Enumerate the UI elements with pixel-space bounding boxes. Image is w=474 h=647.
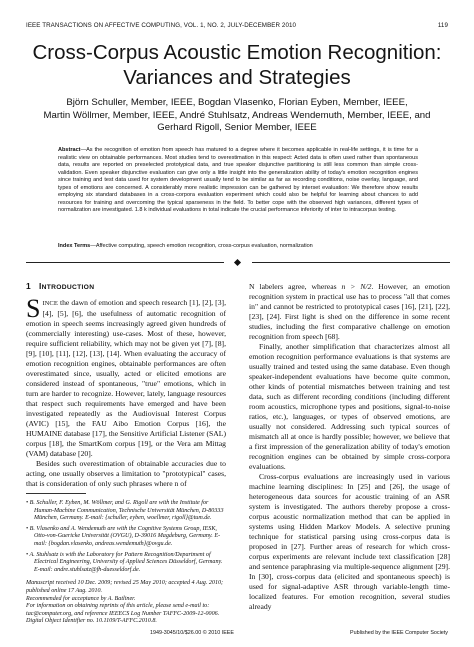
authors-line-1: Björn Schuller, Member, IEEE, Bogdan Vlasenko, Florian Eyben, Member, IEEE,	[66, 97, 408, 108]
right-paragraph-1-a: N labelers agree, whereas	[249, 282, 342, 291]
intro-paragraph-2: Besides such overestimation of obtainable accuracies due to acting, one usually observes a limitation to "prototypical" cases, that is consideration of only such phrases where n of	[26, 459, 226, 488]
abstract-label: Abstract	[58, 147, 81, 153]
manuscript-received: Manuscript received 10 Dec. 2009; revised 25 May 2010; accepted 4 Aug. 2010; published online 17 Aug. 2010.	[26, 580, 224, 594]
issn-line: 1949-3045/10/$26.00 © 2010 IEEE	[150, 630, 234, 636]
authors-line-2: Martin Wöllmer, Member, IEEE, André Stuhlsatz, Andreas Wendemuth, Member, IEEE, and	[43, 109, 431, 121]
index-terms-text: —Affective computing, speech emotion recognition, cross-corpus evaluation, normalization	[90, 243, 313, 249]
section-title-cap: I	[38, 281, 42, 291]
authors-line-3: Gerhard Rigoll, Senior Member, IEEE	[157, 122, 317, 134]
title-line-1: Cross-Corpus Acoustic Emotion Recognition:	[32, 41, 442, 64]
index-terms-label: Index Terms	[58, 243, 91, 249]
index-terms	[58, 243, 418, 251]
math-inline: n > N/2	[341, 282, 372, 291]
footnote-affiliation-1: • B. Schuller, F. Eyben, M. Wöllmer, and G. Rigoll are with the Institute for Human-Machine Communication, Technische Universität München, D-80333 München, Germany. E-mail: {schuller, eyben, woellmer, rigoll}@tum.de.	[26, 500, 224, 522]
intro-paragraph-1-text: the dawn of emotion and speech research [1], [2], [3], [4], [5], [6], the usefulness of automatic recognition of emotion in speech seems increasingly agreed given hundreds of (commercially interesting) use-cases. Most of these, however, require sufficient reliability, which may not be given yet [7], [8], [9], [10], [11], [12], [13], [14]. When evaluating the accuracy of emotion recognition engines, obtainable performances are often overestimated since, usually, acted or elicited emotions are considered instead of spontaneous, "true" emotions, which in turn are harder to recognize. However, lately, language resources that respect such requirements have emerged and have been investigated repeatedly as the Audiovisual Interest Corpus (AVIC) [15], the FAU Aibo Emotion Corpus [16], the HUMAINE database [17], the Sensitive Artificial Listener (SAL) corpus [18], the SmartKom corpus [19], or the Vera am Mittag (VAM) database [20].	[26, 298, 226, 458]
right-paragraph-1	[249, 282, 450, 342]
divider-line-left	[26, 262, 224, 263]
footnote-rule	[26, 493, 86, 494]
reprints-info: For information on obtaining reprints of this article, please send e-mail to: tac@computer.org, and reference IEEECS Log Number TAFFC-2009-12-0006. Digital Object Identifier no. 10.1109/T-AFFC.2010.8.	[26, 603, 220, 625]
footnotes	[26, 493, 226, 626]
section-title-rest: NTRODUCTION	[41, 284, 95, 291]
drop-cap: S	[26, 294, 41, 323]
abstract-text: —As the recognition of emotion from speech has matured to a degree where it becomes applicable in real-life settings, it is time for a realistic view on obtainable performances. Most studies tend to overestimation in this respect: Acted data is often used rather than spontaneous data, results are reported on preselected prototypical data, and true speaker disjunctive partitioning is still less common than simple cross-validation. Even speaker disjunctive evaluation can give only a little insight into the generalization ability of today's emotion recognition engines since training and test data used for system development usually tend to be similar as far as recording conditions, noise overlay, language, and types of emotions are concerned. A considerably more realistic impression can be gathered by interset evaluation: We therefore show results employing six standard databases in a cross-corpora evaluation experiment which could also be helpful for learning about chances to add resources for training and overcoming the typical sparseness in the field. To better cope with the observed high variances, different types of normalization are investigated. 1.8 k individual evaluations in total indicate the crucial performance inferiority of inter to intracorpus testing.	[58, 147, 418, 214]
section-divider	[26, 260, 450, 266]
intro-paragraph-1	[26, 294, 226, 459]
right-paragraph-2: Finally, another simplification that characterizes almost all emotion recognition performance evaluations is that systems are usually trained and tested using the same database. Even though speaker-independent evaluations have become quite common, other kinds of potential mismatches between training and test data, such as different recording conditions (including different room acoustics, microphone types and positions, signal-to-noise ratios, etc.), languages, or types of observed emotions, are usually not considered. Addressing such typical sources of mismatch all at once is hardly possible; however, we believe that a first impression of the generalization ability of today's emotion recognition engines can be obtained by simple cross-corpora evaluations.	[249, 342, 450, 471]
publisher-line: Published by the IEEE Computer Society	[350, 630, 448, 636]
right-paragraph-1-b: . However, an emotion recognition system in practical use has to process "all that comes in" and cannot be restricted to prototypical cases [16], [21], [22], [23], [24]. First light is shed on the difference in some recent studies, including the first comparative challenge on emotion recognition from speech [68].	[249, 282, 450, 341]
page-number: 119	[437, 22, 448, 29]
paper-title	[20, 40, 454, 90]
right-column	[249, 282, 450, 612]
abstract	[58, 147, 418, 215]
right-paragraph-3: Cross-corpus evaluations are increasingly used in various machine learning disciplines: In [25] and [26], the usage of heterogeneous data sources for acoustic training of an ASR system is investigated. The authors thereby propose a cross-corpus acoustic normalization method that can be applied in systems using Hidden Markov Models. A selective pruning technique for statistical parsing using cross-corpus data is proposed in [27]. Further areas of research for which cross-corpus experiments are relevant include text classification [28] and sentence paraphrasing via multiple-sequence alignment [29]. In [30], cross-corpus data (elicited and spontaneous speech) is used for signal-adaptive ASR through variable-length time-localized features. For emotion recognition, several studies already	[249, 472, 450, 611]
author-list	[30, 97, 444, 135]
footnote-affiliation-2: • B. Vlasenko and A. Wendemuth are with the Cognitive Systems Group, IESK, Otto-von-Guericke Universität (OVGU), D-39016 Magdeburg, Germany. E-mail: {bogdan.vlasenko, andreas.wendemuth}@ovgu.de.	[26, 525, 221, 547]
section-heading	[26, 281, 226, 293]
title-line-2: Variances and Strategies	[123, 66, 351, 89]
section-number: 1	[26, 281, 31, 291]
running-header	[26, 22, 448, 32]
left-column	[26, 281, 226, 489]
footnote-affiliation-3: • A. Stuhlsatz is with the Laboratory for Pattern Recognition/Department of Electrical Engineering, University of Applied Sciences Düsseldorf, Germany. E-mail: andre.stuhlsatz@fh-duesseldorf.de.	[26, 551, 223, 573]
recommended-by: Recommended for acceptance by A. Batliner.	[26, 595, 136, 602]
lead-word: INCE	[42, 300, 58, 307]
diamond-icon	[234, 259, 241, 266]
divider-line-right	[252, 262, 450, 263]
journal-header: IEEE TRANSACTIONS ON AFFECTIVE COMPUTING, VOL. 1, NO. 2, JULY-DECEMBER 2010	[26, 22, 297, 29]
